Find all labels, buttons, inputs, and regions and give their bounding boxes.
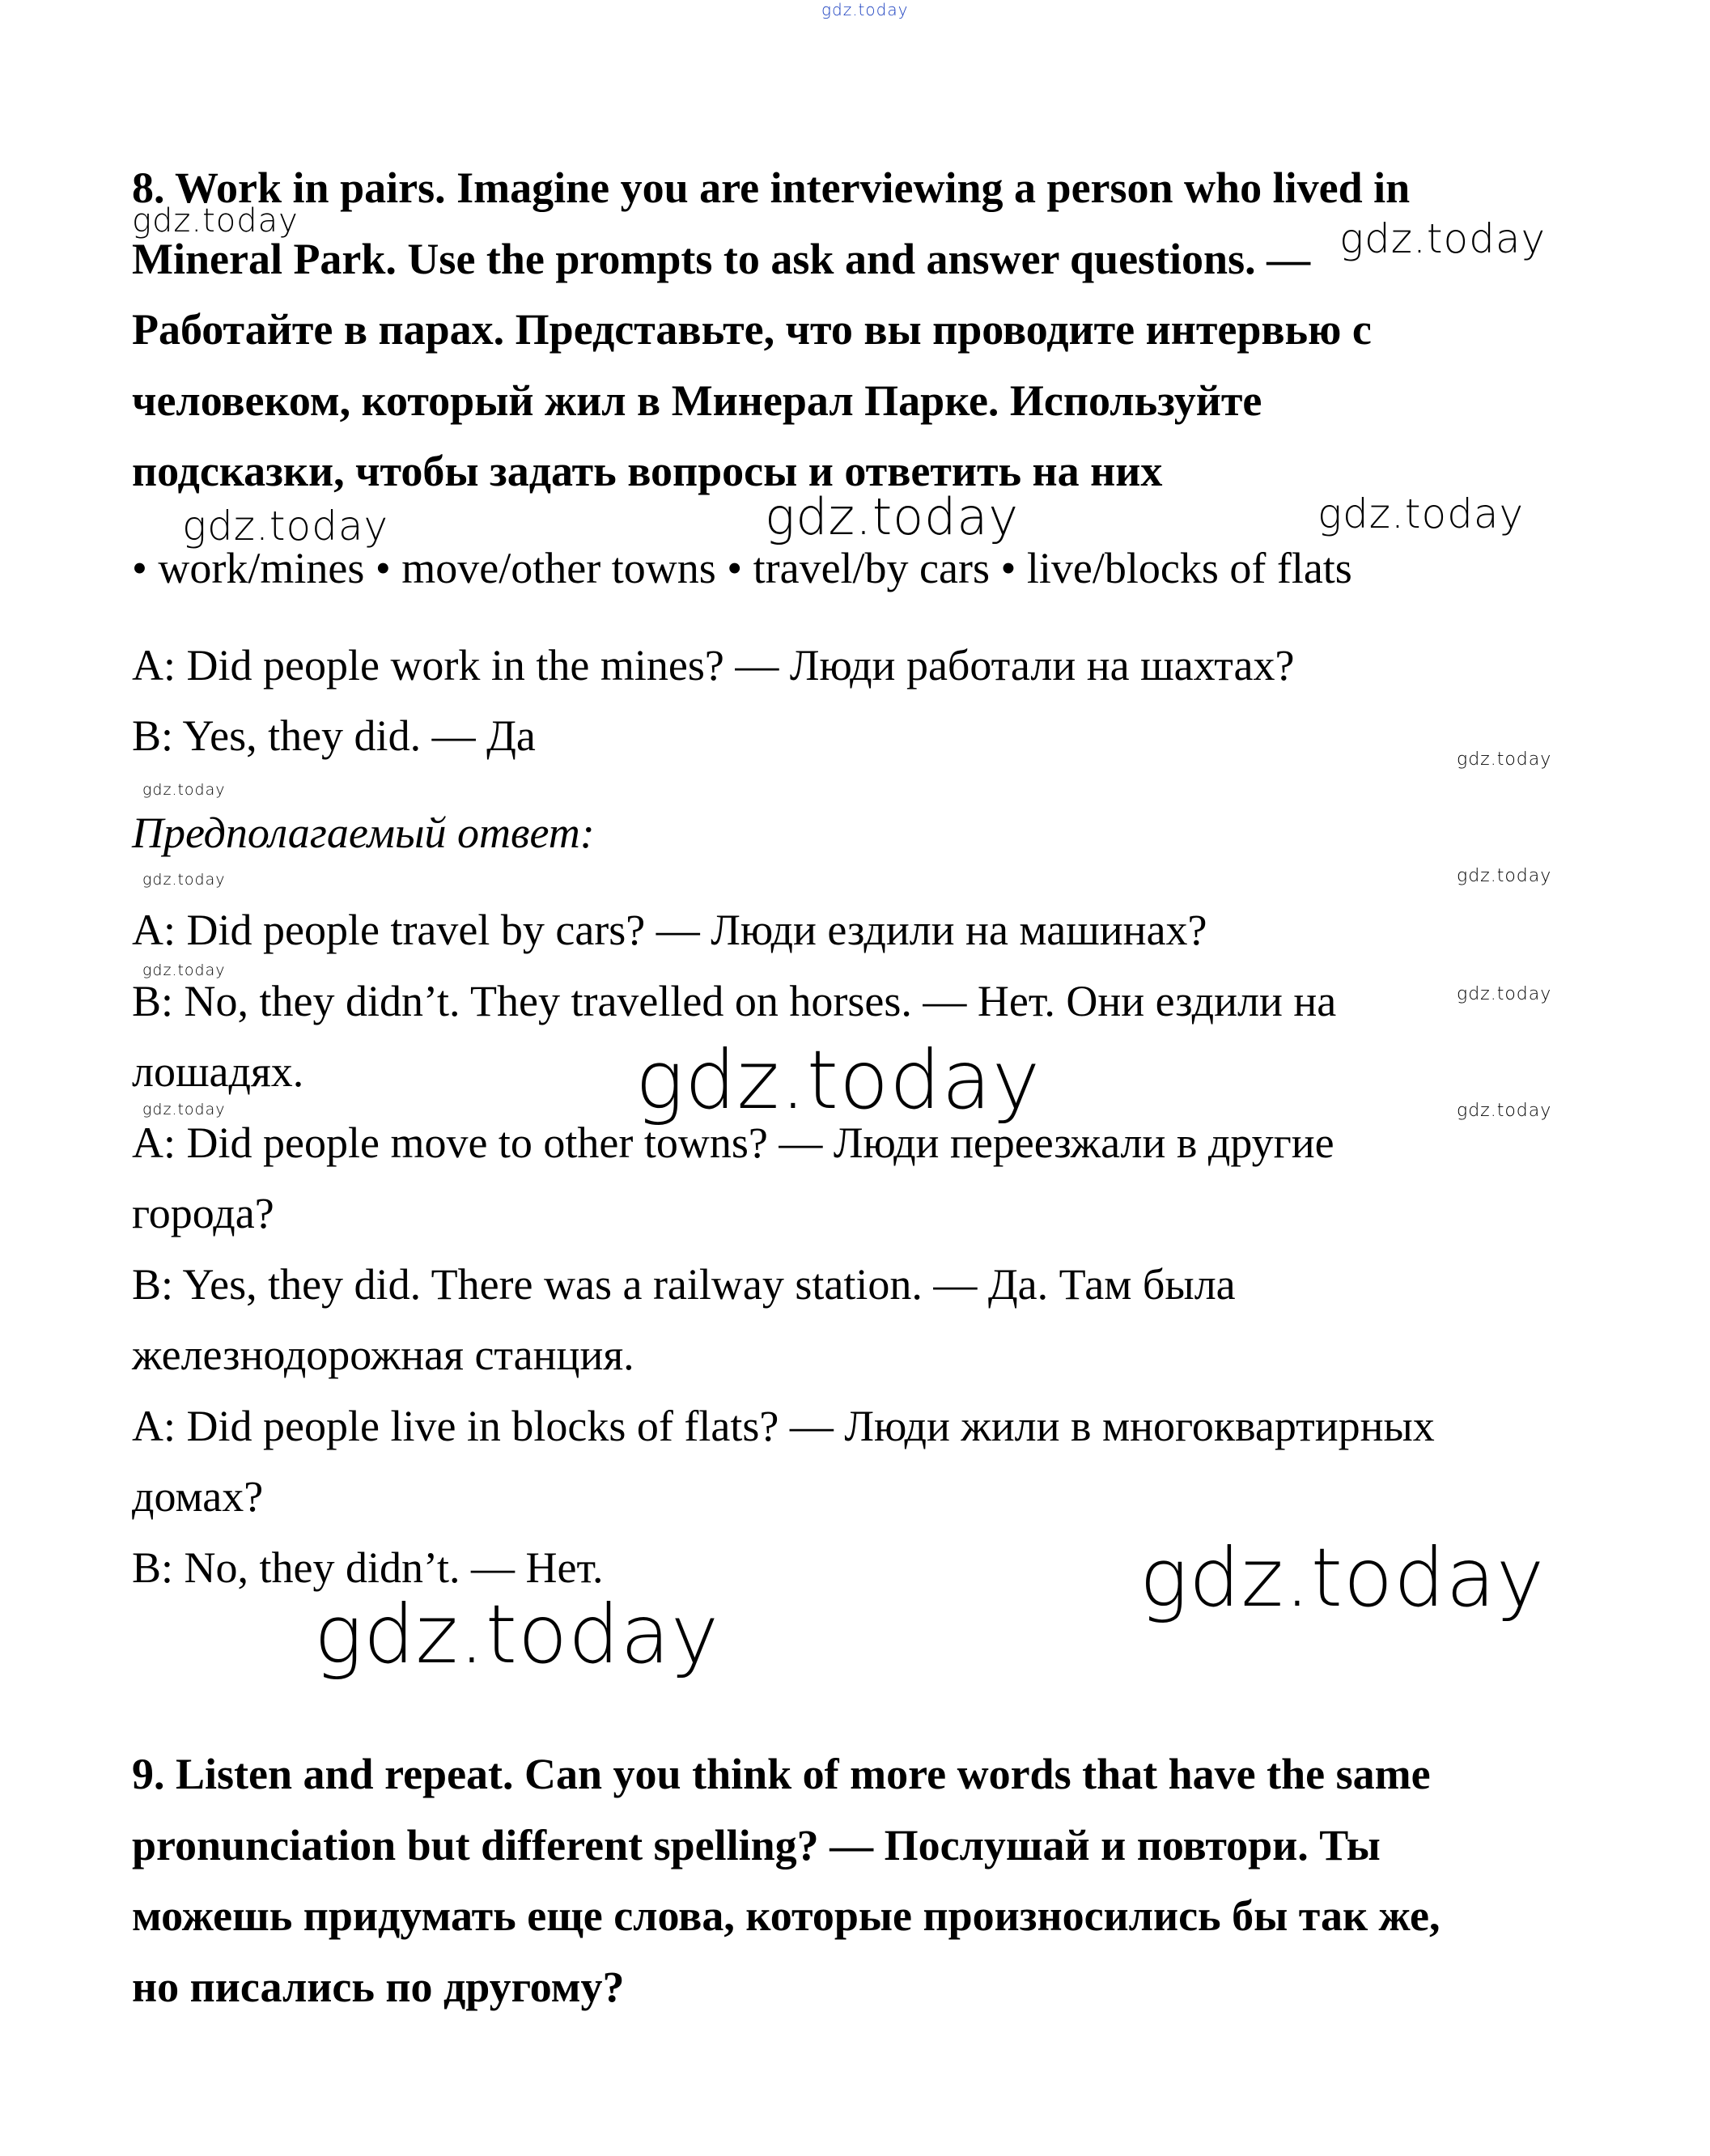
answer-line: железнодорожная станция. [132,1331,634,1379]
watermark: gdz.today [142,871,226,889]
task8-heading-line: Mineral Park. Use the prompts to ask and answer questions. — [132,235,1311,283]
answer-line: B: No, they didn’t. They travelled on horses. — Нет. Они ездили на [132,977,1337,1025]
answer-line: B: No, they didn’t. — Нет. [132,1543,604,1592]
watermark: gdz.today [765,487,1020,546]
task8-heading-line: человеком, который жил в Минерал Парке. Используйте [132,376,1262,425]
watermark: gdz.today [1457,749,1552,770]
answer-line: B: Yes, they did. There was a railway station. — Да. Там была [132,1260,1236,1309]
watermark: gdz.today [142,961,226,979]
answer-line: A: Did people travel by cars? — Люди ездили на машинах? [132,906,1207,954]
answer-label: Предполагаемый ответ: [132,808,595,857]
watermark: gdz.today [1457,984,1552,1004]
watermark: gdz.today [314,1587,720,1682]
watermark: gdz.today [1339,215,1547,262]
task8-prompts: • work/mines • move/other towns • travel/by cars • live/blocks of flats [132,544,1352,592]
task9-heading-line: 9. Listen and repeat. Can you think of more words that have the same [132,1750,1431,1798]
watermark: gdz.today [1139,1530,1546,1625]
task9-heading-line: можешь придумать еще слова, которые произносились бы так же, [132,1891,1441,1940]
watermark: gdz.today [182,503,389,550]
watermark: gdz.today [635,1033,1042,1127]
example-line: A: Did people work in the mines? — Люди работали на шахтах? [132,641,1295,690]
watermark: gdz.today [142,781,226,799]
task8-heading-line: Работайте в парах. Представьте, что вы проводите интервью с [132,305,1372,354]
task9-heading-line: pronunciation but different spelling? — Послушай и повтори. Ты [132,1821,1381,1870]
answer-line: лошадях. [132,1047,304,1096]
task8-heading-line: 8. Work in pairs. Imagine you are interviewing a person who lived in [132,163,1411,212]
task9-heading-line: но писались по другому? [132,1963,625,2011]
watermark: gdz.today [132,202,299,240]
watermark: gdz.today [1318,490,1525,537]
watermark: gdz.today [1457,1101,1552,1121]
answer-line: A: Did people move to other towns? — Люди переезжали в другие [132,1118,1334,1167]
watermark: gdz.today [1457,866,1552,886]
answer-line: города? [132,1189,274,1237]
example-line: B: Yes, they did. — Да [132,711,536,760]
task8-heading-line: подсказки, чтобы задать вопросы и ответить на них [132,447,1163,495]
watermark-top: gdz.today [821,0,909,19]
answer-line: A: Did people live in blocks of flats? — Люди жили в многоквартирных [132,1402,1435,1450]
answer-line: домах? [132,1472,264,1521]
watermark: gdz.today [142,1101,226,1118]
